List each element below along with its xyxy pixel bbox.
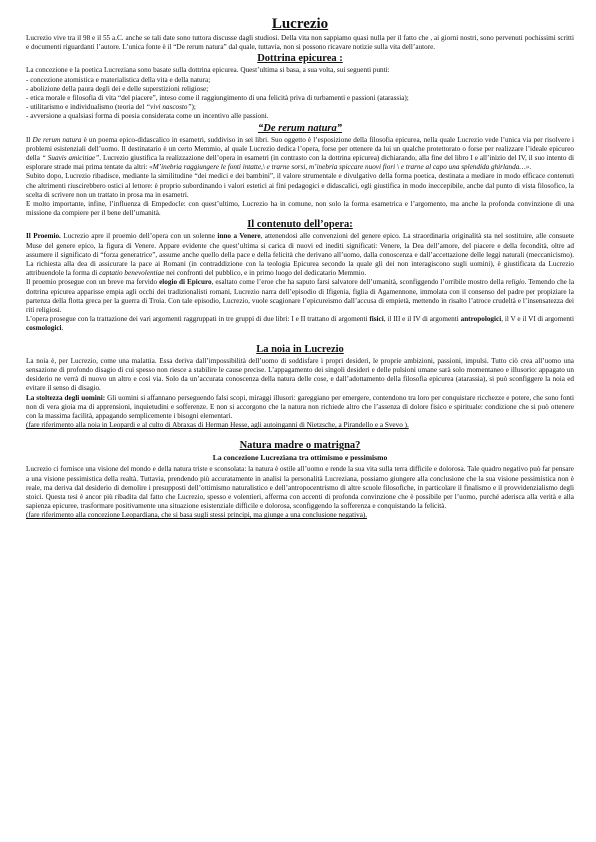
natura-subheading: La concezione Lucreziana tra ottimismo e pessimismo — [212, 453, 388, 463]
text-run: è un poema epico-didascalico in esametri, suddiviso in sei libri. Suo oggetto è l’esposizione della filosofia epicurea, nella quale Lucrezio vede l’unica via per risolvere i problemi esistenziali dell’uomo. Il destinatario è un certo Memmio, al quale Lucrezio dedica l’opera, forse per ottenere da lui un qualche protettorato o forse per realizzare l’ideale epicureo della — [26, 135, 574, 163]
text-run: , esaltato come l’eroe che ha saputo farsi salvatore dell’umanità, sconfiggendo l’orribile mostro della — [211, 278, 506, 287]
dottrina-point-text: - utilitarismo e individualismo (teoria del — [26, 103, 147, 112]
argomenti-paragraph — [26, 315, 574, 333]
epicuro-paragraph — [26, 278, 574, 315]
text-run: , attenendosi alle convenzioni del genere epico. La straordinaria originalità sta nel sostituire, alle consuete Muse del genere epico, la figura di Venere. Appare evidente che quest’ultima si carica di nuovi ed inediti significati: Venere, la Dea dell’amore, del piacere e della fecondità, oltre ad assumere il significato di “forza generatrice”, assume anche quello della pace e della felicità che derivano all’uomo, dalla conoscenza e dall’accettazione delle leggi naturali (meccanicismo). La richiesta alla dea di assicurare la pace ai Romani (in contraddizione con la teologia Epicurea secondo la quale gli dei non interagiscono sugli uomini), è giustificata da Lucrezio attribuendole la forma di — [26, 232, 574, 278]
natura-heading: Natura madre o matrigna? — [239, 440, 361, 452]
text-run: Gli uomini si affannano perseguendo falsi scopi, miraggi illusori: gareggiano per emergere, contendono tra loro per conquistare ricchezze e potere, che sono fonti non di vera gioia ma di apprensioni, inquietudini e sofferenze. E non si accorgono che la natura non richiede altro che l’assenza di dolore fisico e spirituale: condizione che si può ottenere con la massima facilità, appagando semplicemente i bisogni elementari. — [26, 393, 574, 420]
natura-paragraph: Lucrezio ci fornisce una visione del mondo e della natura triste e sconsolata: la natura è ostile all’uomo e rende la sua vita sulla terra difficile e dolorosa. Tale quadro negativo può far pensare a una visione pessimistica della realtà. Tuttavia, prendendo più accuratamente in analisi la personalità Lucreziana, possiamo giungere alla conclusione che la sua visione pessimistica non è reale, ma deriva dal desiderio di demolire i presupposti dell’ottimismo naturalistico e dell’antropocentrismo di altre scuole filosofiche, in particolare il finalismo e il provvidenzialismo degli stoici. Questa tesi è ancor più ribadita dal fatto che Lucrezio, spesso e volentieri, afferma con accenti di profonda convinzione che è possibile per l’uomo, purché aderisca alla verità e alla sapienza epicuree, trasformare positivamente una situazione esistenziale difficile e dolorosa, sconfiggendo la sofferenza e conquistando la felicità. — [26, 465, 574, 511]
stoltezza-label: La stoltezza degli uomini: — [26, 393, 106, 402]
religio-word: religio — [505, 278, 525, 287]
text-run: . Temendo che la dottrina epicurea apparisse empia agli occhi dei tradizionalisti romani, Lucrezio narra dell’episodio di Ifigenia, figlia di Agamennone, immolata con il consenso del padre per propiziare la partenza della flotta greca per la guerra di Troia. Con tale episodio, Lucrezio, vuole scagionare l’epicureismo dall’accusa di empietà, mettendo in risalto l’atroce crudeltà e l’insensatezza dei riti religiosi. — [26, 278, 575, 315]
document-title: Lucrezio — [271, 16, 329, 32]
text-run: L’opera prosegue con la trattazione dei vari argomenti raggruppati in tre gruppi di due libri: I e II trattano di argomenti — [26, 315, 370, 324]
captatio-benevolentiae: captatio benevolentiae — [99, 269, 165, 278]
argomenti-fisici: fisici — [369, 315, 384, 324]
argomenti-cosmologici: cosmologici — [26, 324, 62, 333]
lucretius-quote: «M’inebria raggiungere le fonti intatte,\ e trarne sorsi, m’inebria spiccare nuovi fiori \ e trarne al capo una splendida ghirlanda…» — [149, 163, 530, 172]
noia-paragraph-1: La noia è, per Lucrezio, come una malattia. Essa deriva dall’impossibilità dell’uomo di soddisfare i propri desideri, le proprie ambizioni, passioni, impulsi. Tutto ciò crea all’uomo una sensazione di profondo disagio di cui spesso non riesce a stabilire le cause precise. L’appagamento dei singoli desideri e delle pulsioni umane sarà solo momentaneo e illusorio: appagato un desiderio ne verrà di nuovo un altro e così via. Solo da un’accurata conoscenza della natura delle cose, e dall’adottamento della filosofia epicurea (atarassia), si può sconfiggere la noia ed evitare il senso di disagio. — [26, 356, 574, 393]
de-rerum-heading: “De rerum natura” — [257, 122, 342, 134]
text-run: , il V e il VI di argomenti — [501, 315, 574, 324]
dottrina-point-end: ); — [191, 103, 196, 112]
natura-note: (fare riferimento alla concezione Leopardiana, che si basa sugli stessi principi, ma giunge a una conclusione negativa). — [26, 511, 368, 520]
text-run: Il proemio prosegue con un breve ma fervido — [26, 278, 160, 287]
work-title: De rerum natura — [32, 135, 82, 144]
text-run: , il III e il IV di argomenti — [383, 315, 461, 324]
noia-paragraph-2 — [26, 394, 574, 422]
text-run: . — [61, 324, 64, 333]
dottrina-lead: La concezione e la poetica Lucreziana sono basate sulla dottrina epicurea. Quest’ultima si basa, a sua volta, sui seguenti punti: — [26, 66, 390, 75]
proemio-label: Il Proemio. — [26, 232, 61, 241]
dottrina-point: - avversione a qualsiasi forma di poesia considerata come un incentivo alle passioni. — [26, 112, 269, 121]
de-rerum-paragraph-2: Subito dopo, Lucrezio ribadisce, mediante la similitudine “dei medici e dei bambini”, il valore strumentale e divulgativo della forma poetica, destinata a mediare in modo efficace contenuti che altrimenti riuscirebbero ostici al lettore: è proprio subordinando i valori estetici ai fini pedagogici e didascalici, egli giustifica in modo ineccepibile, anche dal punto di vista filosofico, la scelta di scrivere non un trattato in prosa ma in esametri. — [26, 172, 574, 199]
dottrina-points — [26, 76, 574, 122]
suavis-amicitiae: “ Suavis amicitiae” — [41, 154, 100, 163]
contenuto-heading: Il contenuto dell’opera: — [247, 219, 353, 231]
text-run: Il — [26, 135, 33, 144]
argomenti-antropologici: antropologici — [460, 315, 502, 324]
text-run: Lucrezio apre il proemio dell’opera con un solenne — [60, 232, 218, 241]
vivi-nascosto-quote: “vivi nascosto” — [146, 103, 192, 112]
dottrina-point: - etica morale e filosofia di vita “del piacere”, inteso come il raggiungimento di una felicità priva di turbamenti e passioni (atarassia); — [26, 94, 409, 103]
text-run: nei confronti del pubblico, e in primo luogo del dedicatario Memmio. — [164, 269, 367, 278]
dottrina-point — [26, 103, 574, 112]
dottrina-heading: Dottrina epicurea : — [257, 53, 343, 65]
elogio-epicuro: elogio di Epicuro — [159, 278, 212, 287]
intro-paragraph: Lucrezio vive tra il 98 e il 55 a.C. anche se tali date sono tuttora discusse dagli studiosi. Della vita non sappiamo quasi nulla per il fatto che , ai giorni nostri, sono pervenuti pochissimi scritti e documenti riguardanti l’autore. L’unica fonte è il “De rerum natura” dal quale, tuttavia, non si possono ricavare notizie sulla vita dell’autore. — [26, 34, 574, 52]
inno-venere: inno a Venere — [217, 232, 261, 241]
de-rerum-paragraph-3: E molto importante, infine, l’influenza di Empedocle: con quest’ultimo, Lucrezio ha in comune, non solo la forma esametrica e l’argomento, ma anche la profonda convinzione di una missione da compiere per il bene dell’umanità. — [26, 200, 574, 218]
de-rerum-paragraph-1 — [26, 136, 574, 173]
noia-note: (fare riferimento alla noia in Leopardi e al culto di Abraxas di Herman Hesse, agli autoinganni di Nietzsche, a Pirandello e a Svevo ). — [26, 421, 409, 430]
noia-heading: La noia in Lucrezio — [256, 343, 344, 355]
dottrina-point: - abolizione della paura degli dei e delle superstizioni religiose; — [26, 84, 209, 93]
text-run: . — [529, 163, 532, 172]
dottrina-point: - concezione atomistica e materialistica della vita e della natura; — [26, 75, 211, 84]
text-run: . Lucrezio giustifica la realizzazione dell’opera in esametri (in contrasto con la dottrina epicurea) dichiarando, alla fine del libro I e all’inizio del IV, il suo intento di esplorare strade mai prima tentate da altri: — [26, 154, 575, 172]
proemio-paragraph — [26, 232, 574, 278]
